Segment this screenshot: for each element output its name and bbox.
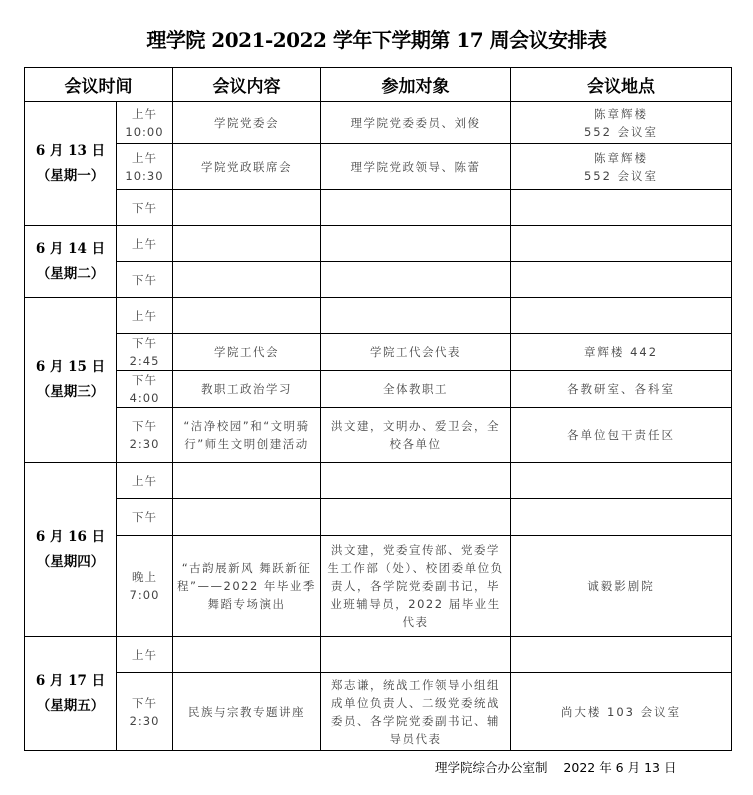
attendees-cell (321, 637, 511, 673)
meeting-content: “古韵展新风 舞跃新征程”——2022 年毕业季舞蹈专场演出 (177, 561, 316, 611)
meeting-attendees: 郑志谦，统战工作领导小组组成单位负责人、二级党委统战委员、各学院党委副书记、辅导员代表 (331, 677, 500, 746)
slot-cell (117, 190, 173, 226)
meeting-location: 诚毅影剧院 (587, 579, 655, 593)
table-row (25, 499, 732, 536)
day-date: 6 月 13 日 (35, 142, 106, 159)
slot-cell (117, 673, 173, 751)
header-row (25, 68, 732, 102)
day-weekday: （星期三） (36, 384, 105, 400)
slot-period: 上午 (132, 106, 157, 121)
table-row (25, 371, 732, 408)
table-row (25, 144, 732, 190)
slot-period: 上午 (132, 236, 157, 251)
meeting-room: 552 会议室 (583, 168, 659, 183)
location-cell (511, 144, 732, 190)
table-row (25, 673, 732, 751)
meeting-content: 学院工代会 (214, 345, 279, 359)
location-cell (511, 673, 732, 751)
attendees-cell (321, 226, 511, 262)
content-cell (173, 408, 321, 463)
slot-period: 下午 (132, 336, 157, 350)
location-cell (511, 298, 732, 334)
content-cell (173, 637, 321, 673)
slot-time: 10:00 (125, 124, 164, 139)
meeting-room: 552 会议室 (583, 124, 659, 139)
location-cell (511, 190, 732, 226)
slot-period: 上午 (132, 308, 157, 323)
attendees-cell (321, 673, 511, 751)
location-cell (511, 334, 732, 371)
location-cell (511, 463, 732, 499)
slot-cell (117, 408, 173, 463)
attendees-cell (321, 144, 511, 190)
attendees-cell (321, 499, 511, 536)
attendees-cell (321, 334, 511, 371)
content-cell (173, 190, 321, 226)
slot-time: 4:00 (129, 391, 160, 405)
location-cell (511, 226, 732, 262)
meeting-content: 民族与宗教专题讲座 (188, 704, 305, 719)
slot-period: 下午 (132, 272, 157, 287)
day-cell (25, 102, 117, 226)
content-cell (173, 334, 321, 371)
slot-cell (117, 102, 173, 144)
slot-cell (117, 144, 173, 190)
table-row (25, 102, 732, 144)
meeting-content: 学院党委会 (214, 115, 279, 130)
schedule-body (25, 102, 732, 751)
slot-time: 2:30 (129, 713, 160, 728)
meeting-attendees: 学院工代会代表 (370, 345, 461, 359)
slot-time: 7:00 (129, 588, 160, 602)
page-title: 理学院 2021-2022 学年下学期第 17 周会议安排表 (146, 28, 607, 52)
attendees-cell (321, 262, 511, 298)
meeting-content: 教职工政治学习 (201, 382, 292, 396)
content-cell (173, 262, 321, 298)
slot-period: 下午 (132, 200, 157, 215)
day-date: 6 月 15 日 (35, 359, 106, 375)
slot-cell (117, 536, 173, 637)
footer-date: 2022 年 6 月 13 日 (563, 760, 677, 775)
slot-cell (117, 298, 173, 334)
header-content: 会议内容 (173, 68, 321, 102)
day-weekday: （星期五） (36, 697, 105, 714)
meeting-attendees: 理学院党委委员、刘俊 (350, 115, 481, 130)
slot-period: 晚上 (132, 570, 157, 584)
slot-cell (117, 463, 173, 499)
content-cell (173, 463, 321, 499)
content-cell (173, 102, 321, 144)
content-cell (173, 144, 321, 190)
table-row (25, 190, 732, 226)
slot-cell (117, 371, 173, 408)
attendees-cell (321, 408, 511, 463)
content-cell (173, 673, 321, 751)
attendees-cell (321, 190, 511, 226)
content-cell (173, 298, 321, 334)
location-cell (511, 637, 732, 673)
attendees-cell (321, 463, 511, 499)
table-row (25, 298, 732, 334)
attendees-cell (321, 298, 511, 334)
table-row (25, 408, 732, 463)
footer-issuer: 理学院综合办公室制 (435, 760, 548, 775)
content-cell (173, 499, 321, 536)
slot-period: 下午 (132, 695, 157, 710)
day-weekday: （星期四） (36, 553, 105, 570)
slot-period: 下午 (132, 419, 157, 433)
day-date: 6 月 17 日 (35, 672, 106, 689)
location-cell (511, 371, 732, 408)
location-cell (511, 102, 732, 144)
slot-time: 2:30 (129, 437, 160, 451)
day-cell (25, 226, 117, 298)
day-date: 6 月 14 日 (35, 240, 106, 257)
header-location: 会议地点 (511, 68, 732, 102)
day-weekday: （星期二） (36, 265, 105, 282)
table-row (25, 262, 732, 298)
table-row (25, 463, 732, 499)
slot-period: 下午 (132, 373, 157, 387)
slot-period: 下午 (132, 510, 157, 524)
content-cell (173, 226, 321, 262)
location-cell (511, 408, 732, 463)
meeting-attendees: 洪文建，文明办、爱卫会，全校各单位 (331, 419, 500, 451)
table-row (25, 536, 732, 637)
location-cell (511, 536, 732, 637)
attendees-cell (321, 102, 511, 144)
content-cell (173, 371, 321, 408)
attendees-cell (321, 536, 511, 637)
day-date: 6 月 16 日 (35, 528, 106, 545)
slot-time: 2:45 (129, 354, 160, 368)
slot-cell (117, 262, 173, 298)
slot-cell (117, 334, 173, 371)
day-weekday: （星期一） (36, 167, 105, 184)
schedule-table (24, 67, 732, 751)
slot-period: 上午 (132, 647, 157, 662)
meeting-location: 尚大楼 103 会议室 (560, 704, 682, 719)
day-cell (25, 637, 117, 751)
slot-time: 10:30 (125, 168, 164, 183)
meeting-location: 陈章辉楼 (594, 150, 648, 165)
meeting-location: 各单位包干责任区 (567, 428, 675, 442)
meeting-attendees: 理学院党政领导、陈蕾 (350, 159, 481, 174)
meeting-content: “洁净校园”和“文明骑行”师生文明创建活动 (183, 419, 310, 451)
attendees-cell (321, 371, 511, 408)
meeting-attendees: 洪文建，党委宣传部、党委学生工作部（处）、校团委单位负责人，各学院党委副书记，毕业班辅导员，2022 届毕业生代表 (327, 543, 504, 629)
day-cell (25, 298, 117, 463)
footer (435, 758, 676, 776)
slot-period: 上午 (132, 473, 157, 488)
meeting-location: 各教研室、各科室 (567, 382, 675, 396)
table-row (25, 637, 732, 673)
slot-cell (117, 499, 173, 536)
table-row (25, 226, 732, 262)
location-cell (511, 499, 732, 536)
slot-period: 上午 (132, 150, 157, 165)
header-time: 会议时间 (25, 68, 173, 102)
meeting-attendees: 全体教职工 (383, 382, 448, 396)
meeting-location: 章辉楼 442 (583, 345, 659, 359)
meeting-location: 陈章辉楼 (594, 106, 648, 121)
content-cell (173, 536, 321, 637)
header-attendees: 参加对象 (321, 68, 511, 102)
slot-cell (117, 226, 173, 262)
location-cell (511, 262, 732, 298)
meeting-content: 学院党政联席会 (201, 159, 292, 174)
day-cell (25, 463, 117, 637)
slot-cell (117, 637, 173, 673)
table-row (25, 334, 732, 371)
